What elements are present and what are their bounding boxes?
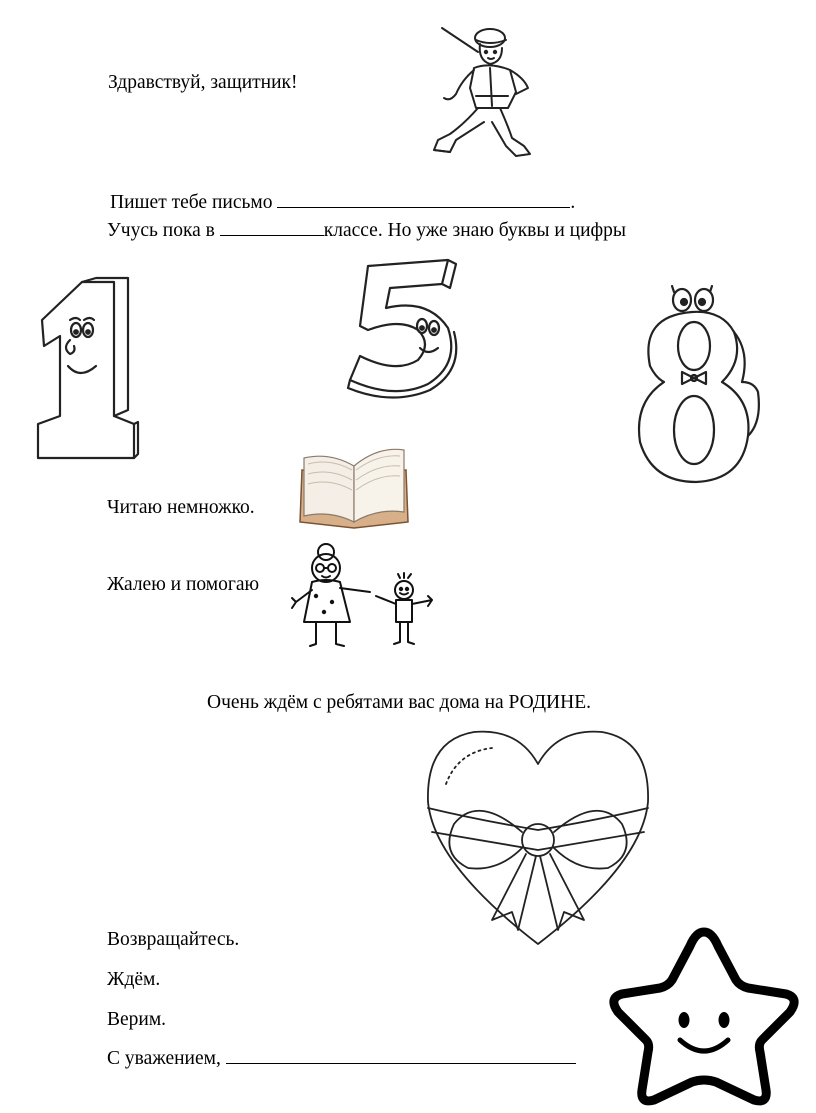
letter-line-1-end: . bbox=[570, 192, 576, 213]
digit-eight-icon bbox=[630, 282, 770, 488]
smiling-star-icon bbox=[604, 922, 804, 1108]
waiting-home-text: Очень ждём с ребятами вас дома на РОДИНЕ. bbox=[207, 692, 592, 713]
signature-blank[interactable] bbox=[226, 1048, 576, 1064]
regards-text: С уважением, bbox=[107, 1048, 221, 1069]
letter-line-2 bbox=[107, 220, 626, 241]
letter-line-1-start: Пишет тебе письмо bbox=[110, 192, 273, 213]
sender-name-blank[interactable] bbox=[277, 192, 570, 208]
digit-one-icon bbox=[30, 276, 140, 466]
believe-text: Верим. bbox=[107, 1009, 167, 1030]
return-text: Возвращайтесь. bbox=[107, 929, 240, 950]
heart-with-bow-icon bbox=[418, 724, 658, 950]
soldier-marching-icon bbox=[420, 22, 540, 164]
letter-line-2-end: классе. Но уже знаю буквы и цифры bbox=[323, 220, 627, 241]
regards-line bbox=[107, 1048, 576, 1069]
grandma-and-child-icon bbox=[288, 540, 438, 656]
letter-line-1 bbox=[110, 192, 575, 213]
letter-line-2-start: Учусь пока в bbox=[107, 220, 215, 241]
wait-text: Ждём. bbox=[107, 969, 161, 990]
grade-blank[interactable] bbox=[220, 220, 324, 236]
open-book-icon bbox=[296, 444, 412, 530]
reading-text: Читаю немножко. bbox=[107, 497, 255, 518]
greeting-text: Здравствуй, защитник! bbox=[108, 72, 298, 93]
helping-text: Жалею и помогаю bbox=[107, 574, 260, 595]
digit-five-icon bbox=[338, 256, 468, 402]
